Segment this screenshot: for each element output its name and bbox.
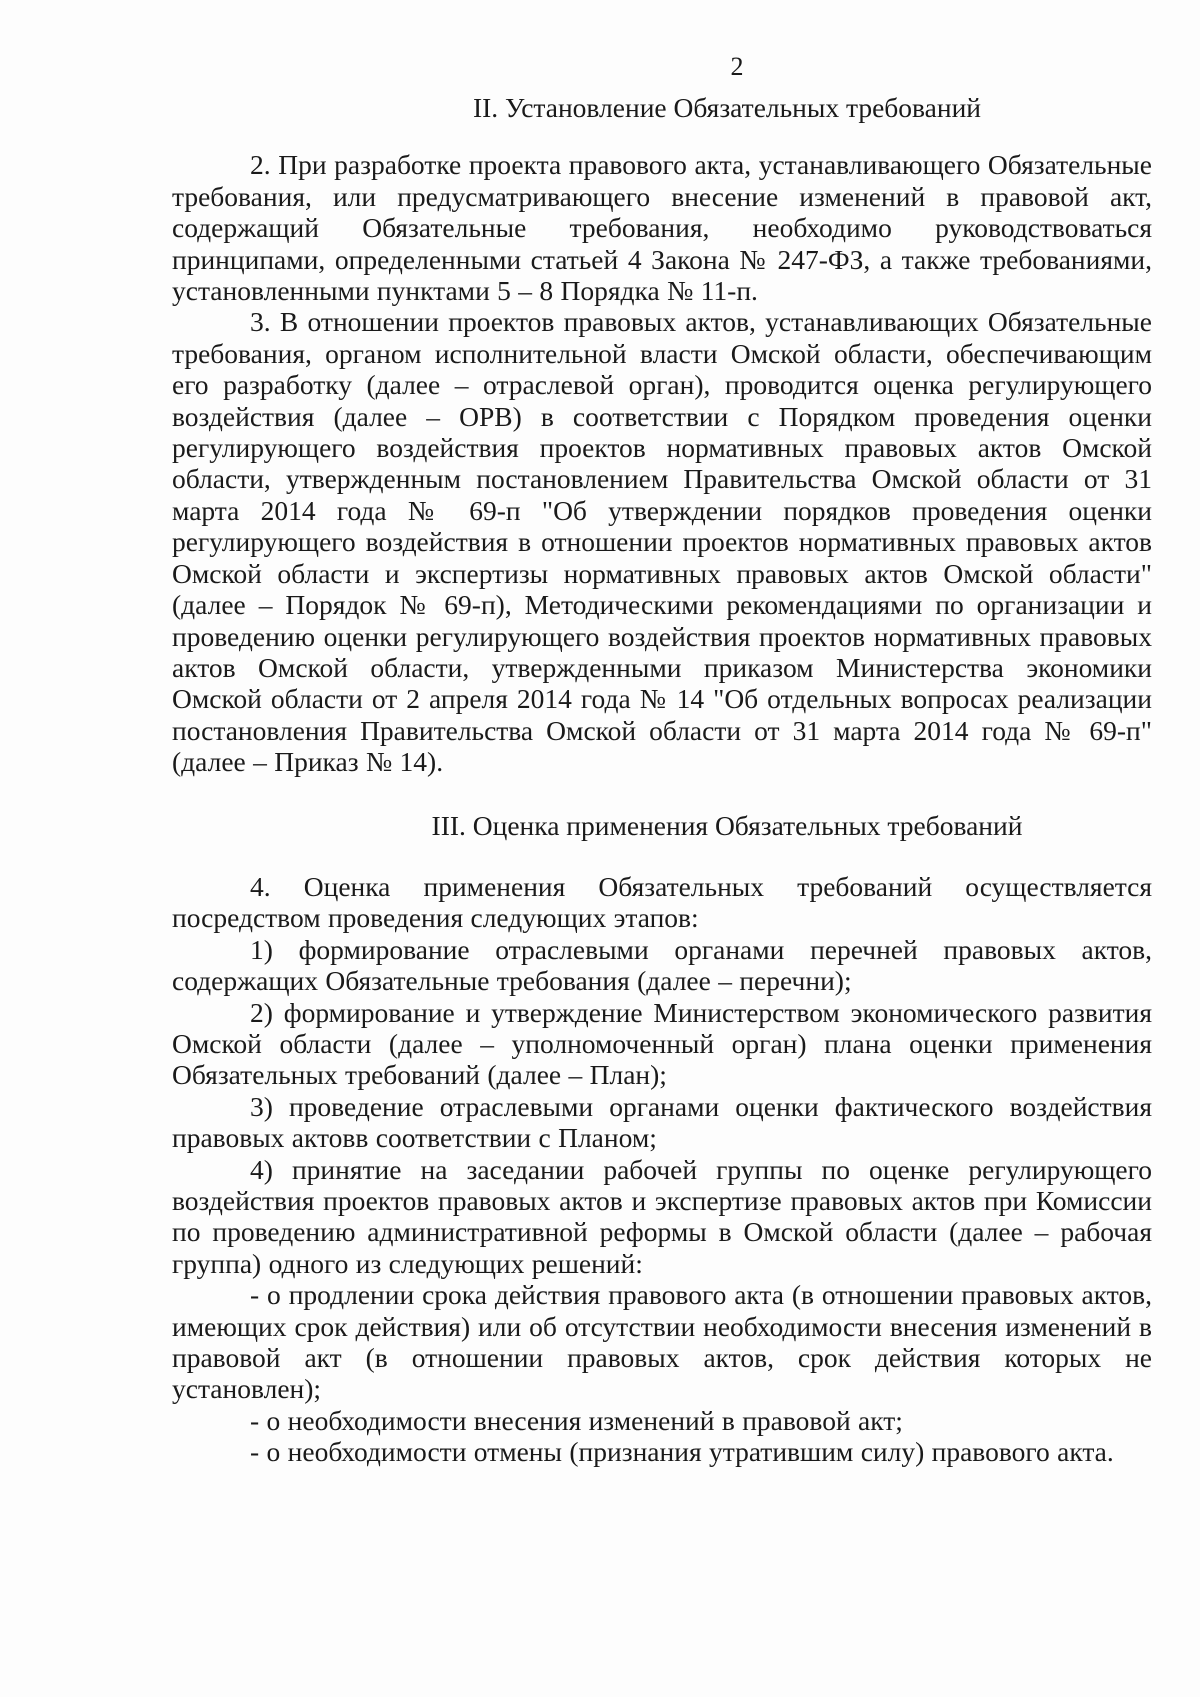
list-item: 4) принятие на заседании рабочей группы по оценке регулирующего воздействия проектов правовых актов и экспертизе правовых актов при Комиссии по проведению административной реформы в Омской области (далее – рабочая группа) одного из следующих решений: [172,1153,1152,1279]
sub-list-item: - о продлении срока действия правового акта (в отношении правовых актов, имеющих срок действия) или об отсутствии необходимости внесения изменений в правовой акт (в отношении правовых актов, срок действия которых не установлен); [172,1279,1152,1405]
list-item: 1) формирование отраслевыми органами перечней правовых актов, содержащих Обязательные требования (далее – перечни); [172,933,1152,997]
list-item: 3) проведение отраслевыми органами оценки фактического воздействия правовых актовв соответствии с Планом; [172,1090,1152,1154]
section-heading-3: III. Оценка применения Обязательных требований [431,809,1023,841]
section-heading-2: II. Установление Обязательных требований [472,92,982,123]
sub-list-item: - о необходимости внесения изменений в правовой акт; [250,1404,903,1436]
paragraph: 2. При разработке проекта правового акта, устанавливающего Обязательные требования, или предусматривающего внесение изменений в правовой акт, содержащий Обязательные требования, необходимо руководствоваться принципами, определенными статьей 4 Закона № 247-ФЗ, а также требованиями, установленными пунктами 5 – 8 Порядка № 11-п. [172,149,1152,307]
page-number: 2 [730,52,744,81]
list-item: 2) формирование и утверждение Министерством экономического развития Омской области (далее – уполномоченный орган) плана оценки применения Обязательных требований (далее – План); [172,996,1152,1091]
sub-list-item: - о необходимости отмены (признания утратившим силу) правового акта. [250,1436,1114,1468]
paragraph: 4. Оценка применения Обязательных требований осуществляется посредством проведения следующих этапов: [172,870,1152,934]
paragraph: 3. В отношении проектов правовых актов, устанавливающих Обязательные требования, органом исполнительной власти Омской области, обеспечивающим его разработку (далее – отраслевой орган), проводится оценка регулирующего воздействия (далее – ОРВ) в соответствии с Порядком проведения оценки регулирующего воздействия проектов нормативных правовых актов Омской области, утвержденным постановлением Правительства Омской области от 31 марта 2014 года № 69-п "Об утверждении порядков проведения оценки регулирующего воздействия в отношении проектов нормативных правовых актов Омской области и экспертизы нормативных правовых актов Омской области" (далее – Порядок № 69-п), Методическими рекомендациями по организации и проведению оценки регулирующего воздействия проектов нормативных правовых актов Омской области, утвержденными приказом Министерства экономики Омской области от 2 апреля 2014 года № 14 "Об отдельных вопросах реализации постановления Правительства Омской области от 31 марта 2014 года № 69-п" (далее – Приказ № 14). [172,306,1152,778]
document-body [172,52,1152,1468]
